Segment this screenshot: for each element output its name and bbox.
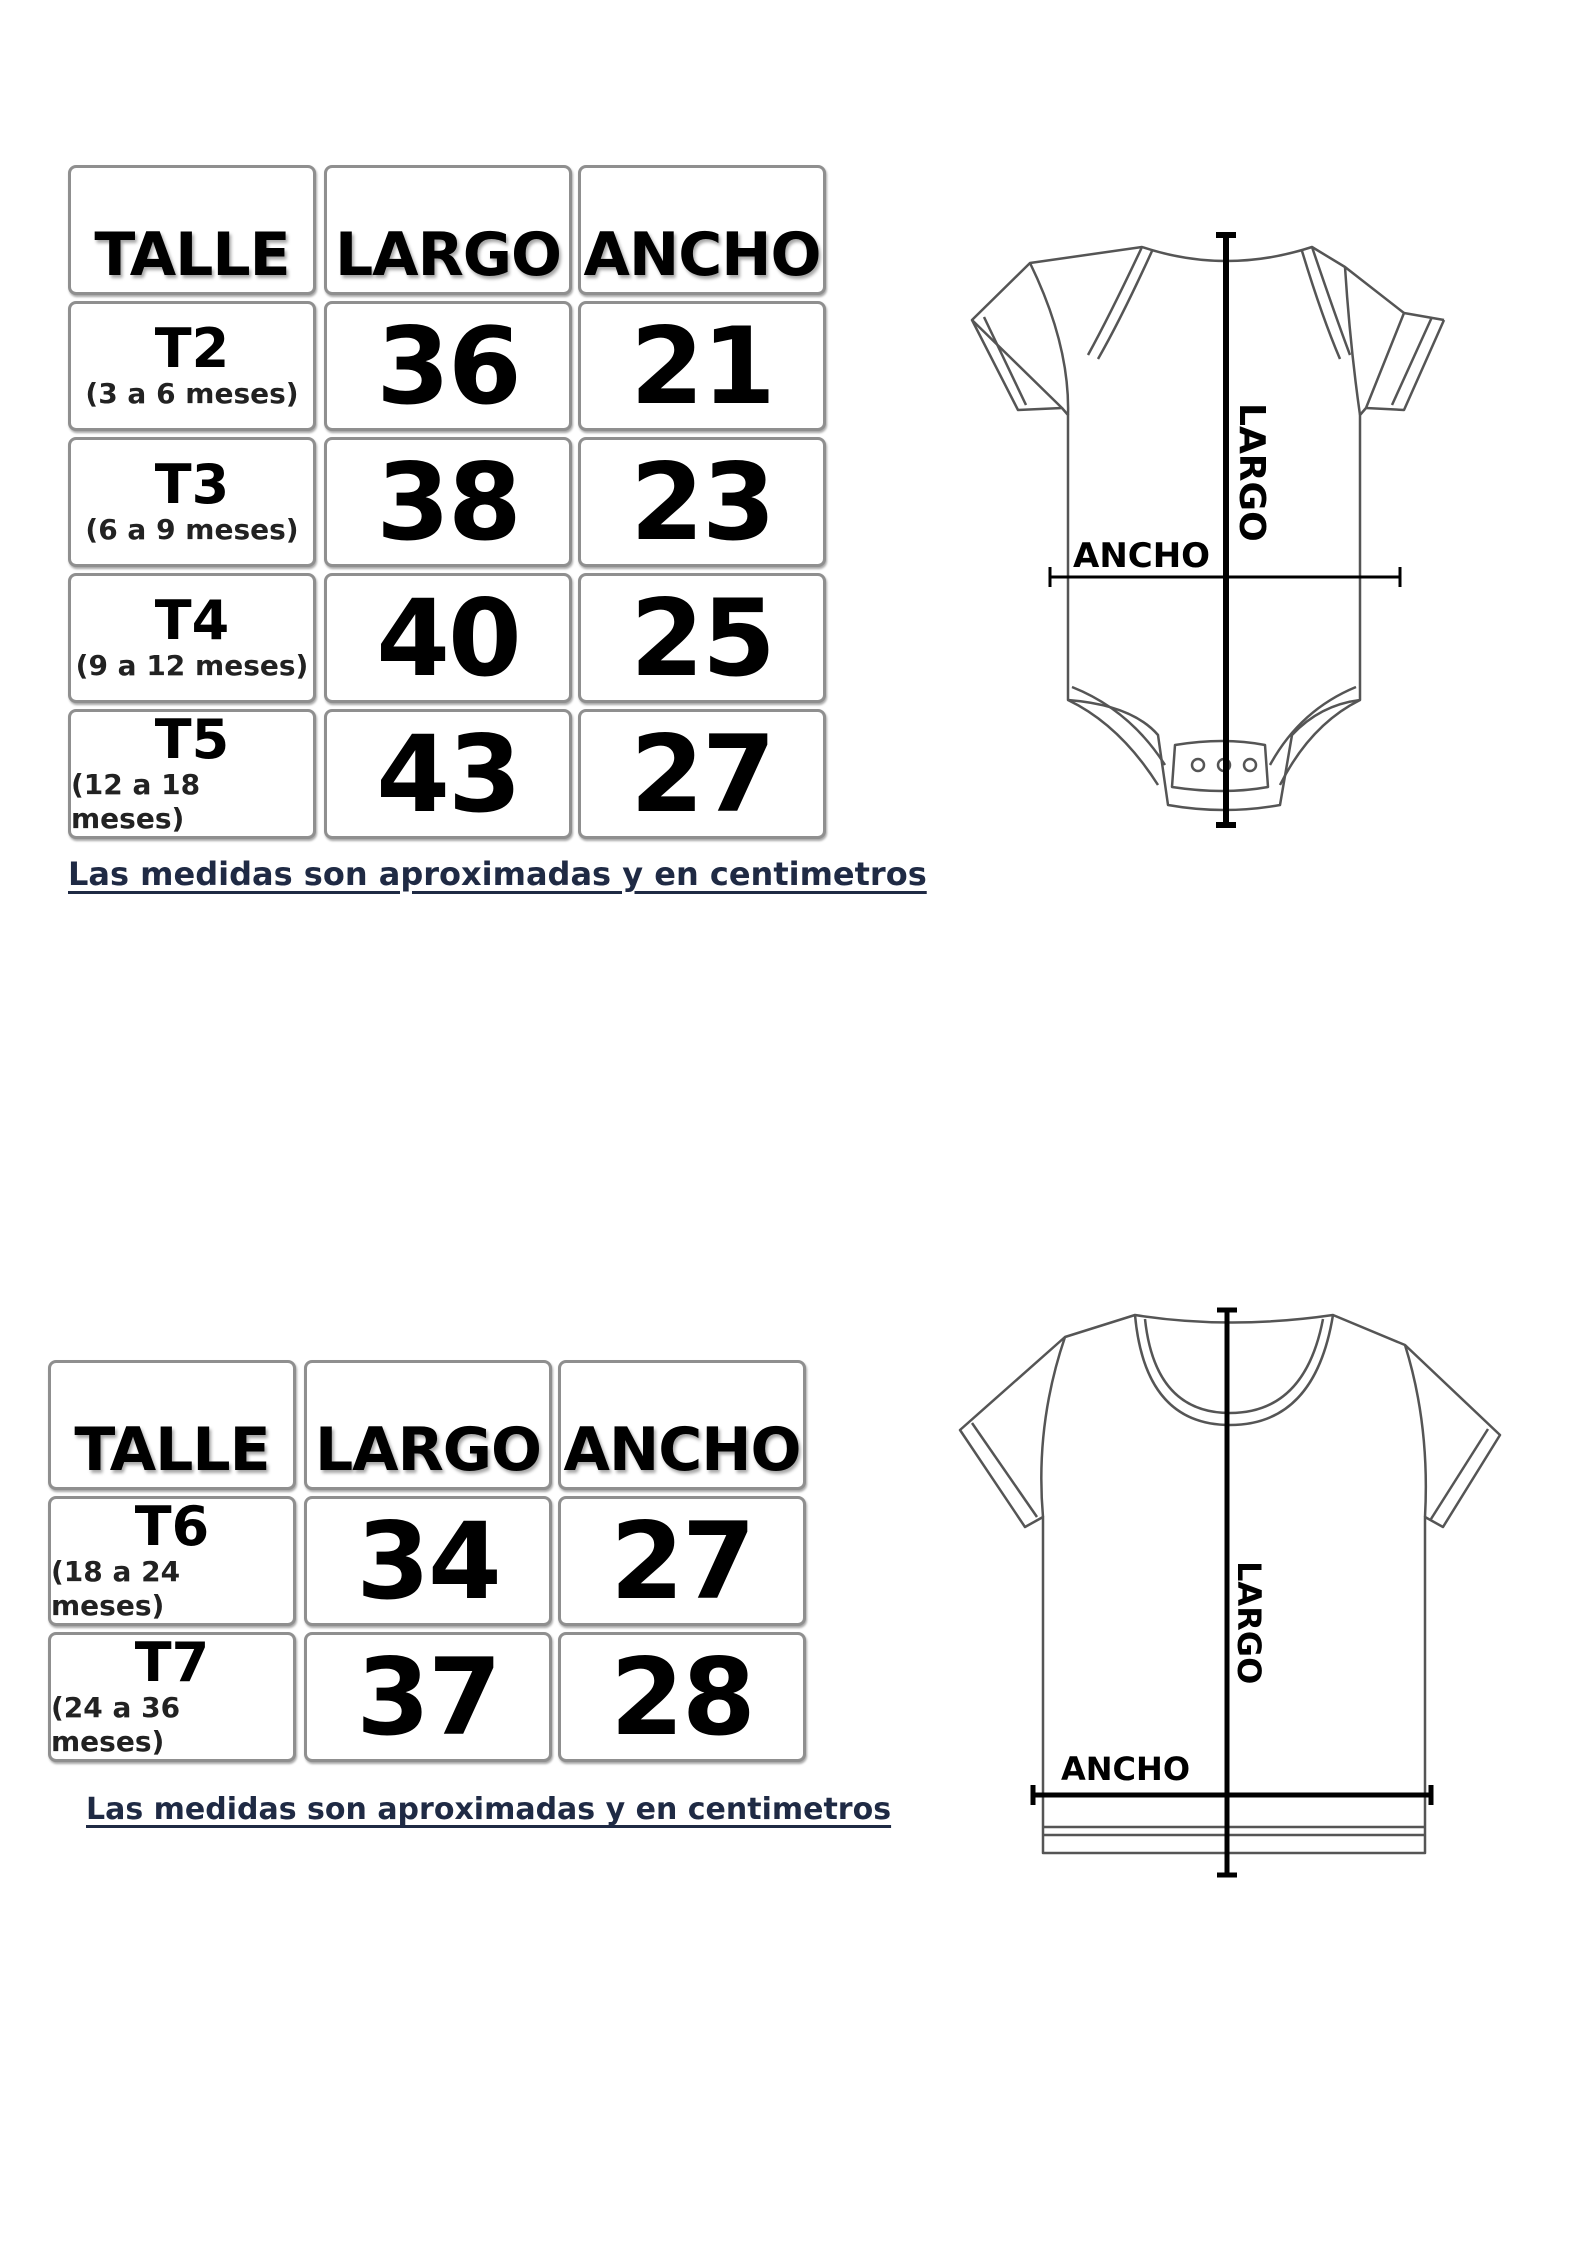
ancho-value: 23 — [578, 437, 826, 567]
largo-value: 36 — [324, 301, 572, 431]
measurements-note: Las medidas son aproximadas y en centimetros — [86, 1792, 892, 1827]
header-largo: LARGO — [324, 165, 572, 295]
size-cell — [68, 709, 316, 839]
header-talle: TALLE — [68, 165, 316, 295]
size-cell — [68, 437, 316, 567]
largo-value: 38 — [324, 437, 572, 567]
size-age-range: (12 a 18 meses) — [71, 768, 201, 835]
ancho-value: 27 — [558, 1496, 806, 1626]
ancho-value: 27 — [578, 709, 826, 839]
largo-value: 34 — [304, 1496, 552, 1626]
ancho-value: 28 — [558, 1632, 806, 1762]
header-ancho: ANCHO — [578, 165, 826, 295]
measurements-note: Las medidas son aproximadas y en centimetros — [68, 855, 927, 893]
largo-value: 40 — [324, 573, 572, 703]
ancho-value: 25 — [578, 573, 826, 703]
header-largo: LARGO — [304, 1360, 552, 1490]
baby-bodysuit-icon — [960, 225, 1500, 845]
t-shirt-icon — [955, 1305, 1515, 1885]
size-age-range: (6 a 9 meses) — [85, 513, 299, 546]
size-table-1 — [68, 165, 828, 845]
largo-label: LARGO — [1230, 1561, 1268, 1685]
ancho-label: ANCHO — [1073, 536, 1211, 576]
size-code: T3 — [154, 453, 230, 516]
size-age-range: (24 a 36 meses) — [51, 1691, 181, 1758]
size-cell — [48, 1496, 296, 1626]
size-cell — [68, 301, 316, 431]
size-code: T4 — [154, 589, 230, 652]
size-age-range: (9 a 12 meses) — [75, 649, 309, 682]
size-cell — [48, 1632, 296, 1762]
largo-value: 37 — [304, 1632, 552, 1762]
ancho-label: ANCHO — [1061, 1750, 1191, 1788]
size-code: T5 — [154, 708, 230, 771]
header-talle: TALLE — [48, 1360, 296, 1490]
size-cell — [68, 573, 316, 703]
ancho-value: 21 — [578, 301, 826, 431]
size-code: T7 — [134, 1631, 210, 1694]
size-age-range: (18 a 24 meses) — [51, 1555, 181, 1622]
largo-label: LARGO — [1231, 403, 1272, 542]
size-code: T2 — [154, 317, 230, 380]
size-age-range: (3 a 6 meses) — [85, 377, 299, 410]
size-code: T6 — [134, 1495, 210, 1558]
largo-value: 43 — [324, 709, 572, 839]
header-ancho: ANCHO — [558, 1360, 806, 1490]
size-table-2 — [48, 1360, 808, 1770]
